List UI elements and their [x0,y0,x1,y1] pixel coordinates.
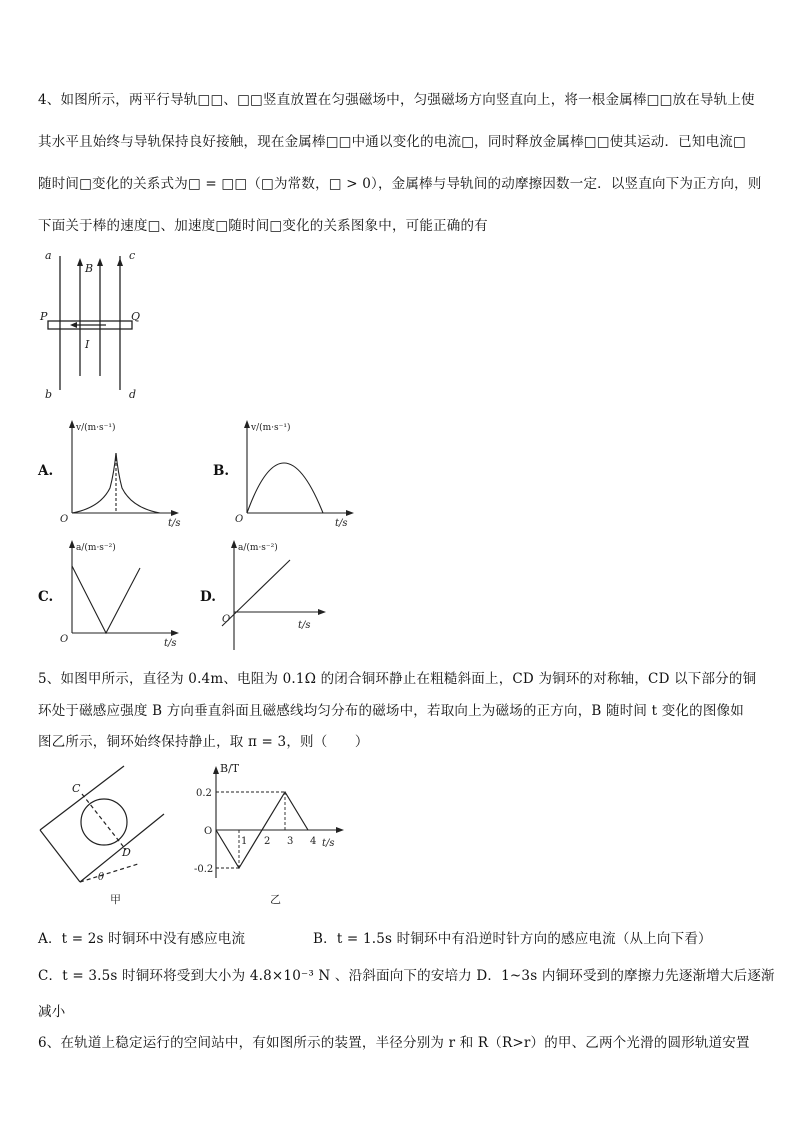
q5-option-d-cont: 减小 [38,1004,66,1020]
bt-origin: O [204,826,213,837]
graph-b-xlabel: t/s [335,518,348,529]
fig-label-B: B [85,262,94,275]
q5-figure-jia [38,760,178,910]
fig-label-a: a [45,249,52,262]
fig-label-Q: Q [131,310,141,323]
bt-ytick-neg0.2: -0.2 [194,864,214,875]
graph-c-xlabel: t/s [164,638,177,649]
q4-line-2: 其水平且始终与导轨保持良好接触，现在金属棒□□中通以变化的电流□，同时释放金属棒□□使其运动．已知电流□ [38,134,746,150]
q5-line-2: 环处于磁感应强度 B 方向垂直斜面且磁感线均匀分布的磁场中，若取向上为磁场的正方向，B 随时间 t 变化的图像如 [38,703,744,719]
bt-xlabel: t/s [322,838,335,849]
fig-label-P: P [40,310,48,323]
q5-option-b: B．t = 1.5s 时铜环中有沿逆时针方向的感应电流（从上向下看） [313,931,712,947]
q4-graph-d [222,538,342,656]
q4-option-d-label: D. [200,589,216,605]
q4-graph-c [60,538,190,648]
graph-a-xlabel: t/s [168,518,181,529]
graph-b-ylabel: v/(m·s⁻¹) [251,423,291,433]
bt-xtick-4: 4 [310,836,317,847]
graph-a-ylabel: v/(m·s⁻¹) [76,423,116,433]
q6-line-1: 6、在轨道上稳定运行的空间站中，有如图所示的装置，半径分别为 r 和 R（R>r）的甲、乙两个光滑的圆形轨道安置 [38,1035,750,1051]
q4-option-a-label: A. [38,463,54,479]
q4-graph-b [235,418,365,528]
q4-line-3: 随时间□变化的关系式为□ = □□（□为常数，□ > 0），金属棒与导轨间的动摩擦因数一定．以竖直向下为正方向，则 [38,176,762,192]
q4-option-c-label: C. [38,589,54,605]
graph-d-origin: O [222,614,231,625]
q5-bt-chart [196,760,356,910]
bt-xtick-2: 2 [264,836,271,847]
bt-ylabel: B/T [220,762,240,775]
q5-option-a: A．t = 2s 时铜环中没有感应电流 [38,931,246,947]
bt-xtick-3: 3 [287,836,294,847]
q4-graph-a [60,418,190,528]
fig-label-I: I [85,338,90,351]
bt-xtick-1: 1 [241,836,248,847]
q4-line-1: 4、如图所示，两平行导轨□□、□□竖直放置在匀强磁场中，匀强磁场方向竖直向上，将一根金属棒□□放在导轨上使 [38,92,755,108]
graph-c-ylabel: a/(m·s⁻²) [76,543,116,553]
graph-a-origin: O [60,514,69,525]
fig-label-c: c [129,249,136,262]
graph-d-ylabel: a/(m·s⁻²) [238,543,278,553]
graph-c-origin: O [60,634,69,645]
fig-label-d: d [129,388,137,401]
jia-label-D: D [122,846,131,859]
jia-caption: 甲 [110,893,121,906]
jia-label-C: C [72,782,81,795]
q5-line-3: 图乙所示，铜环始终保持静止，取 π = 3，则（ ） [38,734,369,750]
graph-b-origin: O [235,514,244,525]
q4-line-4: 下面关于棒的速度□、加速度□随时间□变化的关系图象中，可能正确的有 [38,218,488,234]
q5-line-1: 5、如图甲所示，直径为 0.4m、电阻为 0.1Ω 的闭合铜环静止在粗糙斜面上，CD 为铜环的对称轴，CD 以下部分的铜 [38,671,757,687]
yi-caption: 乙 [270,893,281,906]
q4-rails-figure [40,248,160,403]
fig-label-b: b [45,388,53,401]
q4-option-b-label: B. [213,463,230,479]
jia-label-theta: θ [98,872,105,883]
graph-d-xlabel: t/s [298,620,311,631]
q5-option-c-d: C．t = 3.5s 时铜环将受到大小为 4.8×10⁻³ N 、沿斜面向下的安培力 D．1~3s 内铜环受到的摩擦力先逐渐增大后逐渐 [38,968,775,984]
bt-ytick-0.2: 0.2 [196,788,212,799]
